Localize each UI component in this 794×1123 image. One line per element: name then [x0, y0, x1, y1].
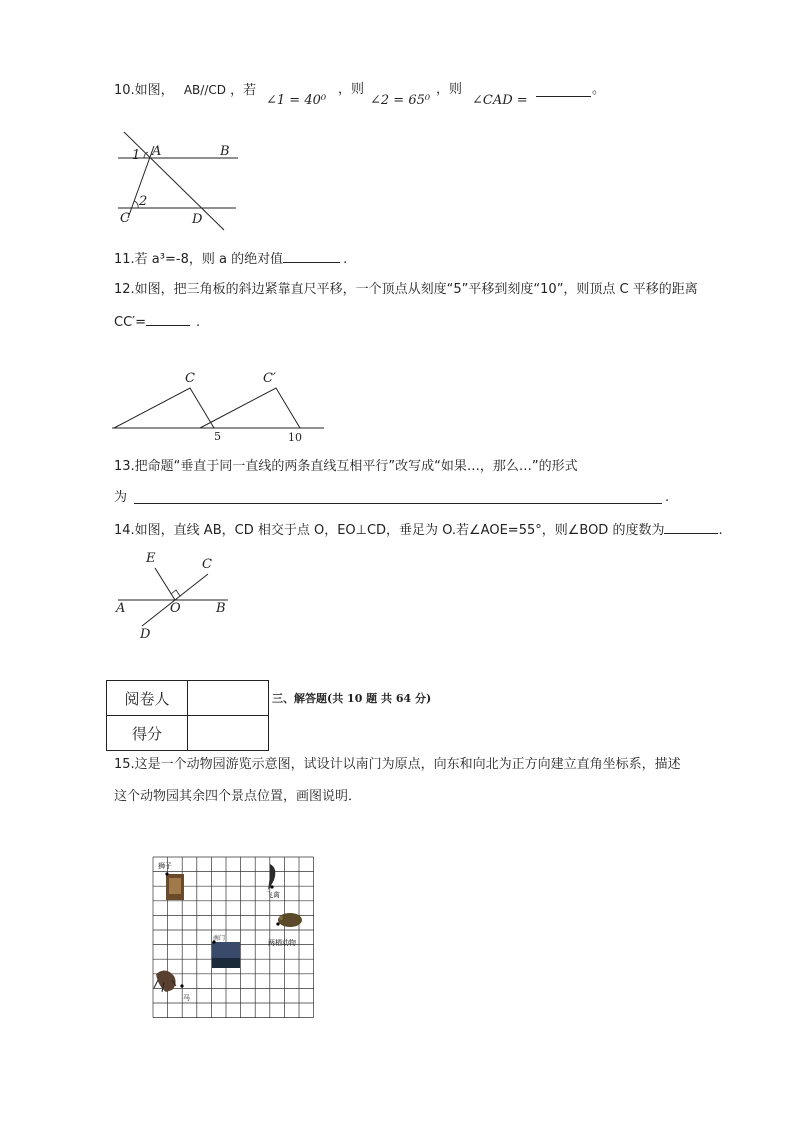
label-2: 2: [139, 194, 148, 209]
q12-line2-wrap: [114, 313, 200, 332]
frog-icon: [278, 913, 302, 927]
q12-line1: 12.如图，把三角板的斜边紧靠直尺平移，一个顶点从刻度“5”平移到刻度“10”，则顶点 C 平移的距离: [114, 282, 698, 297]
q13-end: .: [665, 490, 670, 505]
q13-wei: 为: [114, 490, 128, 505]
q12-end: .: [196, 315, 201, 330]
horse-label: 马: [183, 994, 190, 1002]
q10-target: ∠CAD =: [472, 93, 528, 108]
label-d: D: [140, 627, 151, 642]
section-title: 三、解答题(共 10 题 共 64 分): [272, 692, 432, 705]
tick-5: 5: [214, 430, 221, 443]
q11-line: [114, 250, 347, 269]
reptile-label: 两栖动物: [268, 939, 296, 947]
q10-ze1: ，则: [338, 82, 365, 97]
label-1: 1: [132, 148, 141, 163]
triangle-original: [114, 388, 214, 428]
zoo-map: [150, 854, 320, 1024]
q14-end: .: [718, 523, 723, 538]
q10-line: [114, 81, 256, 100]
label-d: D: [192, 212, 203, 227]
score-label: 得分: [107, 716, 188, 751]
label-b: B: [216, 601, 226, 616]
label-c: C: [202, 557, 212, 572]
label-o: O: [170, 601, 181, 616]
triangle-moved: [200, 388, 300, 428]
q14-answer-blank[interactable]: [664, 521, 718, 534]
q11-text: 11.若 a³=-8，则 a 的绝对值: [114, 252, 284, 267]
q10-angle2: ∠2 = 65⁰: [370, 93, 431, 108]
reviewer-cell[interactable]: [188, 681, 269, 716]
ray-oe: [155, 568, 175, 600]
q12-line2: CC′=: [114, 315, 146, 330]
score-table: [106, 680, 269, 751]
lion-label: 狮子: [158, 862, 172, 870]
label-b: B: [220, 144, 230, 159]
q10-angle1: ∠1 = 40⁰: [266, 93, 327, 108]
gate-label: 南门: [213, 935, 226, 942]
q12-figure: [112, 368, 332, 448]
q12-answer-blank[interactable]: [146, 313, 190, 326]
score-cell[interactable]: [188, 716, 269, 751]
q15-line2: 这个动物园其余四个景点位置，画图说明．: [114, 789, 362, 804]
q10-figure: [110, 128, 260, 240]
q10-answer-blank[interactable]: [536, 84, 591, 101]
q10-parallel: AB//CD: [183, 83, 226, 97]
q10-ruo: ，若: [230, 83, 257, 98]
label-a: A: [116, 601, 126, 616]
q13-line2: [114, 489, 127, 507]
reviewer-label: 阅卷人: [107, 681, 188, 716]
label-e: E: [146, 551, 156, 566]
q14-figure: [110, 544, 240, 644]
label-a: A: [152, 144, 162, 159]
q10-end: 。: [592, 82, 606, 97]
q10-ze2: ，则: [436, 82, 463, 97]
transversal-ad: [124, 132, 224, 230]
q14-text: 14.如图，直线 AB，CD 相交于点 O，EO⊥CD，垂足为 O.若∠AOE=55°，则∠BOD 的度数为: [114, 523, 665, 538]
q15-line1: 15.这是一个动物园游览示意图，试设计以南门为原点，向东和向北为正方向建立直角坐标系，描述: [114, 757, 681, 772]
q13-line1: 13.把命题“垂直于同一直线的两条直线互相平行”改写成“如果…，那么…”的形式: [114, 459, 578, 474]
label-c: C: [120, 211, 130, 226]
q13-answer-blank[interactable]: [134, 491, 662, 508]
q11-answer-blank[interactable]: [283, 250, 340, 263]
label-c-prime: C′: [263, 371, 276, 386]
label-c: C: [185, 371, 195, 386]
q10-prefix: 10.如图，: [114, 83, 174, 98]
tick-10: 10: [288, 431, 302, 444]
bird-label: 飞禽: [266, 891, 280, 899]
q14-line: [114, 521, 723, 540]
q11-end: .: [343, 252, 348, 267]
